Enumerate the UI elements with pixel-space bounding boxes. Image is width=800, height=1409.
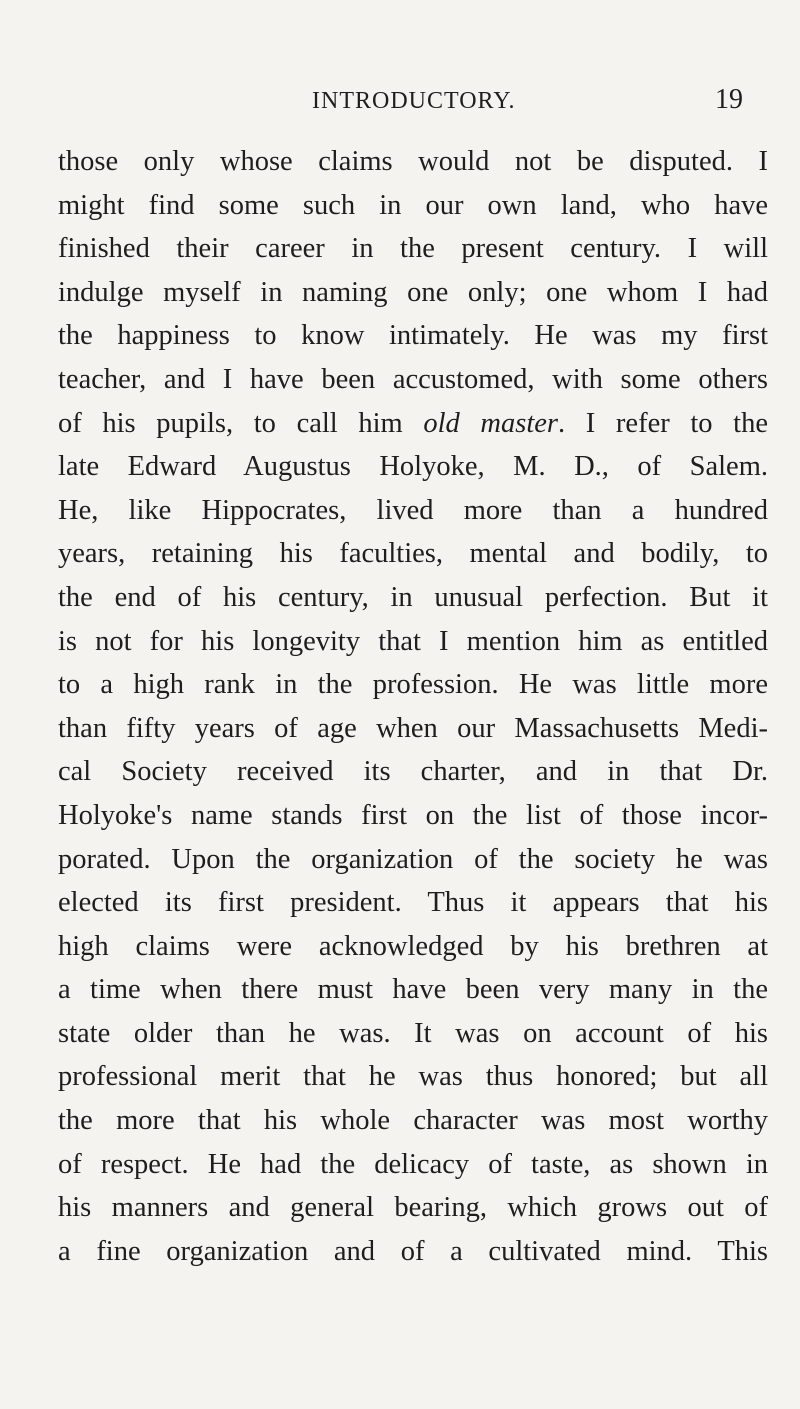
text-line: is not for his longevity that I mention him as entitled [58,625,768,657]
running-head: INTRODUCTORY. [312,88,516,114]
text-line: the happiness to know intimately. He was my first [58,320,768,352]
text-line: late Edward Augustus Holyoke, M. D., of Salem. [58,451,768,483]
text-line: the more that his whole character was most worthy [58,1105,768,1137]
text-line: those only whose claims would not be disputed. I [58,146,768,177]
text-line: elected its first president. Thus it appears that his [58,887,768,919]
text-segment: of his pupils, to call him [58,407,424,439]
italic-phrase: old master [423,407,559,439]
text-line: state older than he was. It was on account of his [58,1017,768,1049]
text-line: Holyoke's name stands first on the list of those incor- [58,799,768,831]
text-line: to a high rank in the profession. He was little more [58,669,768,701]
body-text [58,140,768,1273]
text-line: a fine organization and of a cultivated mind. This [58,1235,768,1267]
text-line: of respect. He had the delicacy of taste, as shown in [58,1148,768,1180]
text-line: a time when there must have been very many in the [58,974,768,1006]
text-line: his manners and general bearing, which grows out of [58,1192,768,1224]
text-line: porated. Upon the organization of the society he was [58,843,768,875]
text-line: indulge myself in naming one only; one whom I had [58,276,768,308]
text-line: years, retaining his faculties, mental and bodily, to [58,538,768,570]
text-segment: . I refer to the [558,407,768,439]
text-line: finished their career in the present century. I will [58,233,768,265]
text-line: high claims were acknowledged by his brethren at [58,930,768,962]
text-line: might find some such in our own land, who have [58,189,768,221]
page-number: 19 [715,84,743,115]
text-line [58,402,768,446]
text-line: cal Society received its charter, and in that Dr. [58,756,768,788]
text-line: than fifty years of age when our Massachusetts Medi- [58,712,768,744]
text-line: teacher, and I have been accustomed, with some others [58,363,768,395]
text-line: the end of his century, in unusual perfection. But it [58,581,768,613]
text-line: He, like Hippocrates, lived more than a hundred [58,494,768,526]
text-line: professional merit that he was thus honored; but all [58,1061,768,1093]
